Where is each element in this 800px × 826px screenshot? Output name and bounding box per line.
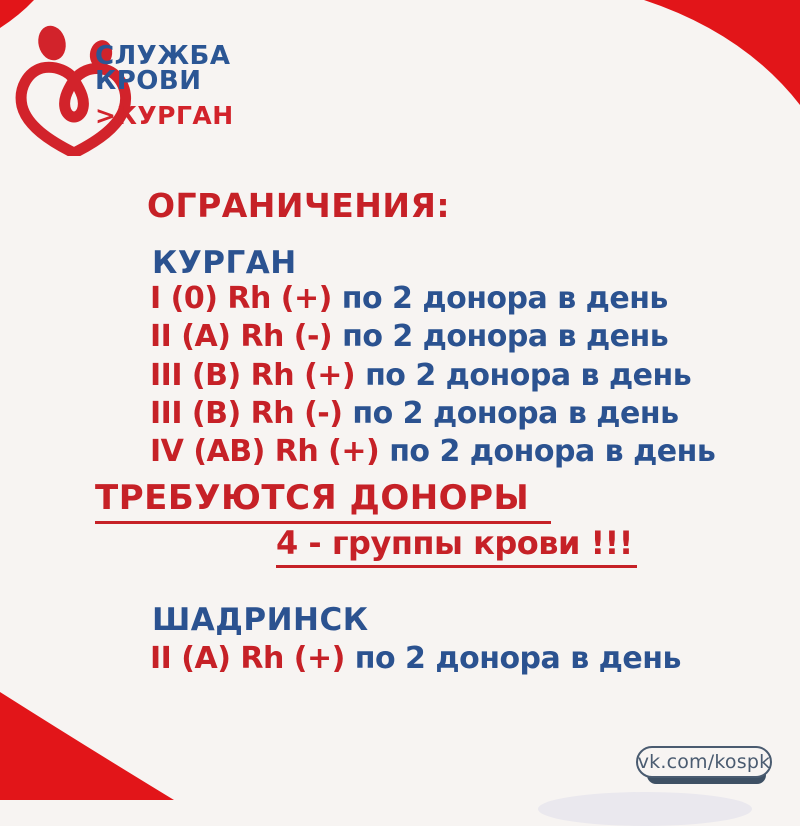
restriction-row <box>150 433 715 471</box>
restriction-row <box>150 357 715 395</box>
city-heading-shadrinsk: ШАДРИНСК <box>152 602 369 638</box>
page-title: ОГРАНИЧЕНИЯ: <box>147 186 451 225</box>
logo-line-sluzhba: СЛУЖБА <box>95 41 231 71</box>
corner-bottom-left-wave <box>0 692 174 800</box>
quota-label: по 2 донора в день <box>379 434 716 470</box>
restriction-row <box>150 318 715 356</box>
bottom-arc-decoration <box>538 792 752 826</box>
blood-group-4-text: 4 - группы крови !!! <box>276 524 637 568</box>
blood-group-label: IV (AB) Rh (+) <box>150 434 380 470</box>
restriction-row <box>150 640 681 678</box>
quota-label: по 2 донора в день <box>342 395 679 431</box>
shadrinsk-restrictions-list <box>150 640 681 678</box>
kurgan-restrictions-list <box>150 280 715 471</box>
logo-text-block <box>95 41 234 130</box>
logo-line-krovi: КРОВИ <box>95 66 202 96</box>
quota-label: по 2 донора в день <box>331 281 668 316</box>
vk-link-badge[interactable] <box>636 746 772 778</box>
quota-label: по 2 донора в день <box>355 357 692 393</box>
blood-group-label: I (0) Rh (+) <box>150 281 332 316</box>
quota-label: по 2 донора в день <box>332 319 669 355</box>
logo-line-kurgan: >КУРГАН <box>95 101 234 130</box>
blood-group-label: III (B) Rh (-) <box>150 395 343 431</box>
quota-label: по 2 донора в день <box>344 641 681 676</box>
restriction-row <box>150 395 715 433</box>
restriction-row <box>150 280 715 318</box>
blood-group-label: II (A) Rh (-) <box>150 319 333 355</box>
blood-group-label: III (B) Rh (+) <box>150 357 356 393</box>
corner-top-right-wave <box>644 0 800 105</box>
blood-group-label: II (A) Rh (+) <box>150 641 345 676</box>
vk-link-text: vk.com/kospk <box>637 751 771 773</box>
city-heading-kurgan: КУРГАН <box>152 245 297 281</box>
donors-needed-text: ТРЕБУЮТСЯ ДОНОРЫ <box>95 478 551 524</box>
